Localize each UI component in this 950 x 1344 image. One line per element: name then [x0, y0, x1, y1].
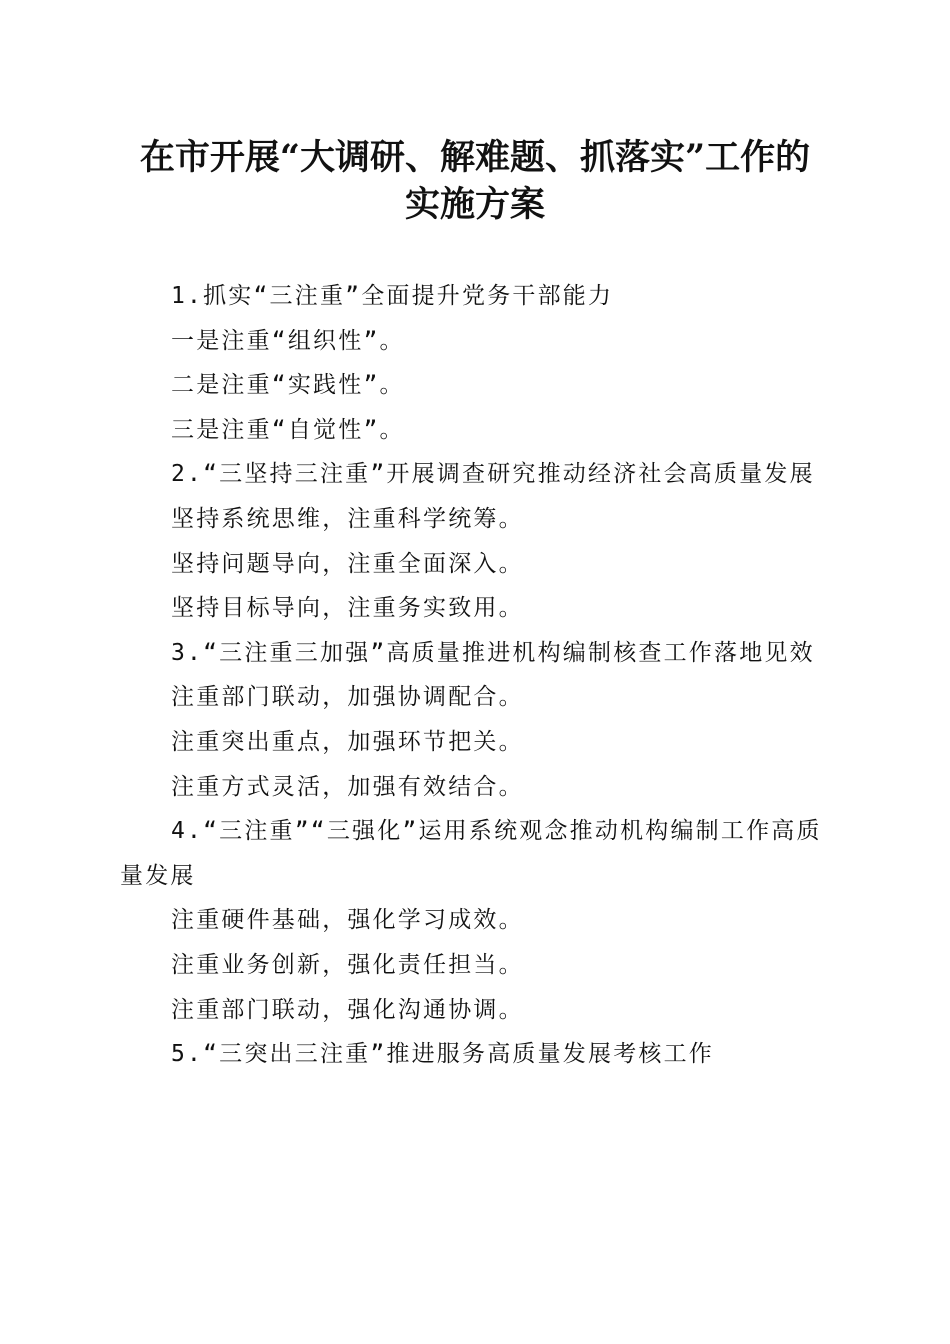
paragraph: 注重硬件基础，强化学习成效。: [171, 907, 524, 934]
heading-4: 4.“三注重”“三强化”运用系统观念推动机构编制工作高质量发展: [120, 818, 822, 889]
heading-3: 3.“三注重三加强”高质量推进机构编制核查工作落地见效: [171, 639, 815, 666]
paragraph: 注重业务创新，强化责任担当。: [171, 951, 524, 978]
paragraph: 坚持目标导向，注重务实致用。: [171, 595, 524, 622]
paragraph: 一是注重“组织性”。: [171, 327, 405, 354]
paragraph: 注重突出重点，加强环节把关。: [171, 728, 524, 755]
paragraph: 注重部门联动，加强协调配合。: [171, 684, 524, 711]
heading-1: 1.抓实“三注重”全面提升党务干部能力: [171, 283, 614, 309]
heading-2: 2.“三坚持三注重”开展调查研究推动经济社会高质量发展: [171, 461, 815, 488]
paragraph: 三是注重“自觉性”。: [171, 416, 405, 443]
document-title-line-2: 实施方案: [404, 184, 545, 225]
heading-5: 5.“三突出三注重”推进服务高质量发展考核工作: [171, 1041, 714, 1068]
document-title-line-1: 在市开展“大调研、解难题、抓落实”工作的: [139, 137, 811, 178]
paragraph: 注重方式灵活，加强有效结合。: [171, 773, 524, 800]
paragraph: 二是注重“实践性”。: [171, 372, 405, 399]
paragraph: 坚持系统思维，注重科学统筹。: [171, 505, 524, 532]
paragraph: 坚持问题导向，注重全面深入。: [171, 550, 524, 577]
paragraph: 注重部门联动，强化沟通协调。: [171, 996, 524, 1023]
document-body: [120, 274, 830, 1077]
